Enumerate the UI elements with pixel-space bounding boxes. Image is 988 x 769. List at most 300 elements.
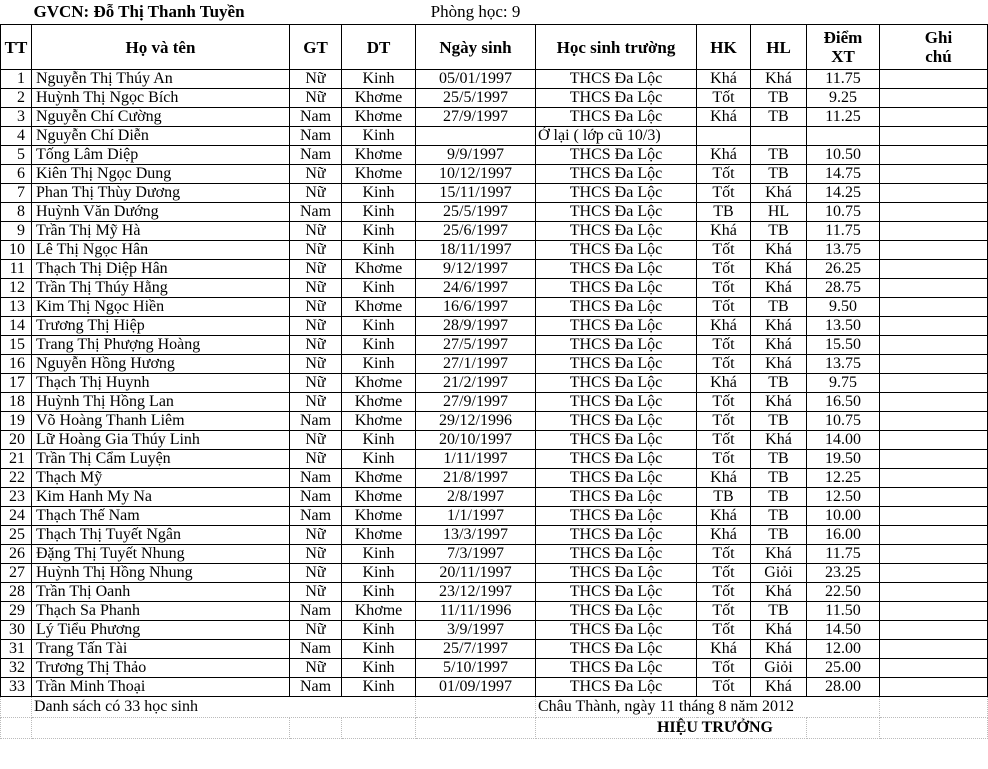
cell-tt: 14 — [1, 317, 32, 336]
table-row — [1, 184, 988, 203]
cell-tt: 3 — [1, 108, 32, 127]
cell-score: 25.00 — [807, 659, 880, 678]
cell-academic: TB — [751, 602, 807, 621]
cell-school: THCS Đa Lộc — [536, 89, 697, 108]
cell-dob: 1/11/1997 — [416, 450, 536, 469]
table-row — [1, 602, 988, 621]
cell-name: Lý Tiểu Phương — [32, 621, 290, 640]
cell-tt: 8 — [1, 203, 32, 222]
cell-gender: Nữ — [290, 336, 342, 355]
cell-note — [880, 526, 988, 545]
cell-school: THCS Đa Lộc — [536, 165, 697, 184]
table-row — [1, 583, 988, 602]
teacher-name: GVCN: Đỗ Thị Thanh Tuyền — [33, 2, 245, 21]
cell-gender: Nữ — [290, 621, 342, 640]
cell-dob: 3/9/1997 — [416, 621, 536, 640]
cell-academic: Khá — [751, 393, 807, 412]
cell-school: THCS Đa Lộc — [536, 317, 697, 336]
cell-name: Nguyễn Chí Cường — [32, 108, 290, 127]
cell-gender: Nữ — [290, 355, 342, 374]
cell-tt: 33 — [1, 678, 32, 697]
cell-score: 22.50 — [807, 583, 880, 602]
table-row — [1, 241, 988, 260]
cell-score: 9.75 — [807, 374, 880, 393]
cell-name: Thạch Thị Tuyết Ngân — [32, 526, 290, 545]
cell-academic: TB — [751, 469, 807, 488]
cell-tt: 16 — [1, 355, 32, 374]
cell-conduct: Khá — [697, 222, 751, 241]
cell-conduct: Tốt — [697, 659, 751, 678]
cell-school: THCS Đa Lộc — [536, 450, 697, 469]
col-name: Họ và tên — [32, 25, 290, 70]
cell-note — [880, 583, 988, 602]
cell-conduct: Tốt — [697, 260, 751, 279]
cell-dob: 21/8/1997 — [416, 469, 536, 488]
cell-dob: 28/9/1997 — [416, 317, 536, 336]
cell-school: THCS Đa Lộc — [536, 108, 697, 127]
cell-note — [880, 621, 988, 640]
cell-academic: Giỏi — [751, 659, 807, 678]
cell-conduct: Tốt — [697, 336, 751, 355]
cell-gender: Nam — [290, 678, 342, 697]
cell-ethnicity: Kinh — [342, 222, 416, 241]
cell-name: Tống Lâm Diệp — [32, 146, 290, 165]
cell-gender: Nam — [290, 412, 342, 431]
cell-note — [880, 488, 988, 507]
cell-conduct: Khá — [697, 640, 751, 659]
cell-academic — [751, 127, 807, 146]
cell-name: Huỳnh Thị Ngọc Bích — [32, 89, 290, 108]
cell-tt: 23 — [1, 488, 32, 507]
cell-dob: 13/3/1997 — [416, 526, 536, 545]
cell-note — [880, 374, 988, 393]
cell-tt: 20 — [1, 431, 32, 450]
cell-dob: 27/9/1997 — [416, 393, 536, 412]
cell-dob: 05/01/1997 — [416, 70, 536, 89]
cell-school: THCS Đa Lộc — [536, 431, 697, 450]
cell-school: THCS Đa Lộc — [536, 526, 697, 545]
cell-school: THCS Đa Lộc — [536, 412, 697, 431]
cell-conduct: Tốt — [697, 241, 751, 260]
cell-note — [880, 89, 988, 108]
cell-dob: 25/5/1997 — [416, 89, 536, 108]
table-row — [1, 108, 988, 127]
cell-name: Trần Thị Oanh — [32, 583, 290, 602]
cell-score: 10.75 — [807, 412, 880, 431]
cell-tt: 9 — [1, 222, 32, 241]
cell-score: 14.50 — [807, 621, 880, 640]
cell-score: 10.75 — [807, 203, 880, 222]
cell-gender: Nữ — [290, 184, 342, 203]
cell-conduct: Khá — [697, 507, 751, 526]
cell-conduct: Khá — [697, 317, 751, 336]
cell-note — [880, 108, 988, 127]
cell-academic: TB — [751, 146, 807, 165]
cell-academic: Khá — [751, 621, 807, 640]
cell-name: Trang Tấn Tài — [32, 640, 290, 659]
cell-school: THCS Đa Lộc — [536, 146, 697, 165]
cell-academic: HL — [751, 203, 807, 222]
table-row — [1, 621, 988, 640]
cell-conduct: Tốt — [697, 279, 751, 298]
cell-school: THCS Đa Lộc — [536, 70, 697, 89]
cell-ethnicity: Khơme — [342, 108, 416, 127]
cell-note — [880, 412, 988, 431]
cell-tt: 32 — [1, 659, 32, 678]
cell-note — [880, 222, 988, 241]
cell-tt: 13 — [1, 298, 32, 317]
table-row — [1, 431, 988, 450]
cell-dob: 15/11/1997 — [416, 184, 536, 203]
sheet-header-row — [1, 0, 988, 25]
cell-name: Huỳnh Thị Hồng Lan — [32, 393, 290, 412]
col-score: Điểm XT — [807, 25, 880, 70]
cell-school: THCS Đa Lộc — [536, 241, 697, 260]
cell-conduct: Tốt — [697, 89, 751, 108]
cell-dob: 01/09/1997 — [416, 678, 536, 697]
cell-gender: Nữ — [290, 393, 342, 412]
table-row — [1, 70, 988, 89]
table-row — [1, 412, 988, 431]
cell-gender: Nam — [290, 203, 342, 222]
cell-note — [880, 602, 988, 621]
cell-dob: 1/1/1997 — [416, 507, 536, 526]
cell-name: Kiên Thị Ngọc Dung — [32, 165, 290, 184]
cell-school: THCS Đa Lộc — [536, 203, 697, 222]
cell-name: Lê Thị Ngọc Hân — [32, 241, 290, 260]
cell-conduct: Tốt — [697, 450, 751, 469]
cell-conduct: Tốt — [697, 621, 751, 640]
cell-academic: Khá — [751, 184, 807, 203]
cell-dob: 7/3/1997 — [416, 545, 536, 564]
cell-dob: 2/8/1997 — [416, 488, 536, 507]
cell-name: Huỳnh Văn Dướng — [32, 203, 290, 222]
cell-name: Phan Thị Thùy Dương — [32, 184, 290, 203]
cell-dob: 24/6/1997 — [416, 279, 536, 298]
cell-academic: TB — [751, 412, 807, 431]
cell-ethnicity: Kinh — [342, 564, 416, 583]
cell-name: Huỳnh Thị Hồng Nhung — [32, 564, 290, 583]
cell-school: THCS Đa Lộc — [536, 374, 697, 393]
cell-tt: 26 — [1, 545, 32, 564]
cell-dob: 25/5/1997 — [416, 203, 536, 222]
cell-gender: Nữ — [290, 70, 342, 89]
table-row — [1, 488, 988, 507]
cell-score: 19.50 — [807, 450, 880, 469]
cell-tt: 22 — [1, 469, 32, 488]
cell-gender: Nữ — [290, 374, 342, 393]
cell-school: THCS Đa Lộc — [536, 469, 697, 488]
cell-ethnicity: Kinh — [342, 127, 416, 146]
cell-note — [880, 146, 988, 165]
cell-dob: 27/1/1997 — [416, 355, 536, 374]
cell-note — [880, 355, 988, 374]
cell-academic: TB — [751, 450, 807, 469]
cell-school: THCS Đa Lộc — [536, 621, 697, 640]
col-conduct: HK — [697, 25, 751, 70]
cell-ethnicity: Kinh — [342, 431, 416, 450]
cell-name: Trương Thị Thảo — [32, 659, 290, 678]
cell-conduct: TB — [697, 488, 751, 507]
cell-tt: 10 — [1, 241, 32, 260]
cell-gender: Nam — [290, 108, 342, 127]
cell-tt: 18 — [1, 393, 32, 412]
cell-academic: TB — [751, 89, 807, 108]
cell-ethnicity: Khơme — [342, 393, 416, 412]
col-note: Ghi chú — [880, 25, 988, 70]
cell-gender: Nữ — [290, 89, 342, 108]
cell-ethnicity: Kinh — [342, 336, 416, 355]
cell-gender: Nam — [290, 146, 342, 165]
cell-ethnicity: Khơme — [342, 412, 416, 431]
cell-dob: 27/5/1997 — [416, 336, 536, 355]
cell-conduct: Tốt — [697, 678, 751, 697]
cell-score: 10.00 — [807, 507, 880, 526]
cell-tt: 5 — [1, 146, 32, 165]
cell-score: 28.00 — [807, 678, 880, 697]
cell-tt: 24 — [1, 507, 32, 526]
cell-name: Kim Thị Ngọc Hiền — [32, 298, 290, 317]
cell-name: Thạch Thị Huynh — [32, 374, 290, 393]
cell-school: THCS Đa Lộc — [536, 488, 697, 507]
cell-school: THCS Đa Lộc — [536, 260, 697, 279]
cell-ethnicity: Kinh — [342, 659, 416, 678]
cell-dob: 11/11/1996 — [416, 602, 536, 621]
cell-score: 9.25 — [807, 89, 880, 108]
cell-academic: TB — [751, 165, 807, 184]
col-school: Học sinh trường — [536, 25, 697, 70]
table-row — [1, 298, 988, 317]
cell-name: Nguyễn Hồng Hương — [32, 355, 290, 374]
cell-ethnicity: Khơme — [342, 165, 416, 184]
cell-name: Trần Minh Thoại — [32, 678, 290, 697]
cell-note — [880, 260, 988, 279]
cell-ethnicity: Kinh — [342, 450, 416, 469]
cell-score: 13.75 — [807, 355, 880, 374]
cell-note — [880, 659, 988, 678]
table-row — [1, 260, 988, 279]
cell-name: Trần Thị Thúy Hằng — [32, 279, 290, 298]
cell-name: Thạch Thế Nam — [32, 507, 290, 526]
cell-academic: TB — [751, 526, 807, 545]
student-count: Danh sách có 33 học sinh — [32, 697, 416, 718]
cell-conduct — [697, 127, 751, 146]
cell-gender: Nữ — [290, 431, 342, 450]
table-row — [1, 507, 988, 526]
cell-gender: Nữ — [290, 564, 342, 583]
cell-ethnicity: Khơme — [342, 507, 416, 526]
cell-school: THCS Đa Lộc — [536, 336, 697, 355]
room-label: Phòng học: 9 — [430, 2, 521, 21]
cell-note — [880, 317, 988, 336]
cell-school: THCS Đa Lộc — [536, 507, 697, 526]
table-row — [1, 564, 988, 583]
cell-academic: TB — [751, 374, 807, 393]
col-academic: HL — [751, 25, 807, 70]
cell-ethnicity: Kinh — [342, 70, 416, 89]
cell-ethnicity: Kinh — [342, 241, 416, 260]
cell-dob: 10/12/1997 — [416, 165, 536, 184]
cell-conduct: Tốt — [697, 184, 751, 203]
cell-score: 28.75 — [807, 279, 880, 298]
table-row — [1, 203, 988, 222]
cell-score: 11.75 — [807, 545, 880, 564]
cell-dob: 16/6/1997 — [416, 298, 536, 317]
cell-note — [880, 393, 988, 412]
cell-ethnicity: Khơme — [342, 526, 416, 545]
cell-conduct: Tốt — [697, 431, 751, 450]
cell-academic: Khá — [751, 545, 807, 564]
cell-gender: Nữ — [290, 241, 342, 260]
cell-ethnicity: Khơme — [342, 260, 416, 279]
cell-name: Nguyễn Thị Thúy An — [32, 70, 290, 89]
col-gender: GT — [290, 25, 342, 70]
cell-ethnicity: Khơme — [342, 374, 416, 393]
cell-ethnicity: Kinh — [342, 355, 416, 374]
cell-note — [880, 507, 988, 526]
cell-score: 14.25 — [807, 184, 880, 203]
cell-score: 16.00 — [807, 526, 880, 545]
cell-tt: 28 — [1, 583, 32, 602]
cell-score: 11.75 — [807, 70, 880, 89]
cell-school: THCS Đa Lộc — [536, 602, 697, 621]
cell-name: Trang Thị Phượng Hoàng — [32, 336, 290, 355]
cell-conduct: Tốt — [697, 412, 751, 431]
cell-note — [880, 678, 988, 697]
cell-tt: 12 — [1, 279, 32, 298]
cell-name: Trần Thị Mỹ Hà — [32, 222, 290, 241]
cell-school: Ở lại ( lớp cũ 10/3) — [536, 127, 697, 146]
cell-conduct: Khá — [697, 146, 751, 165]
cell-academic: Giỏi — [751, 564, 807, 583]
cell-note — [880, 70, 988, 89]
cell-score: 14.75 — [807, 165, 880, 184]
cell-academic: Khá — [751, 279, 807, 298]
cell-ethnicity: Khơme — [342, 146, 416, 165]
cell-gender: Nữ — [290, 222, 342, 241]
cell-ethnicity: Kinh — [342, 678, 416, 697]
cell-gender: Nữ — [290, 545, 342, 564]
table-row — [1, 127, 988, 146]
cell-dob: 20/11/1997 — [416, 564, 536, 583]
cell-academic: Khá — [751, 431, 807, 450]
cell-dob: 27/9/1997 — [416, 108, 536, 127]
cell-gender: Nam — [290, 488, 342, 507]
table-row — [1, 317, 988, 336]
footer-row — [1, 697, 988, 718]
cell-conduct: Tốt — [697, 165, 751, 184]
cell-academic: Khá — [751, 583, 807, 602]
table-row — [1, 146, 988, 165]
table-row — [1, 526, 988, 545]
cell-score: 13.50 — [807, 317, 880, 336]
signature-row — [1, 718, 988, 739]
cell-dob: 29/12/1996 — [416, 412, 536, 431]
cell-ethnicity: Kinh — [342, 184, 416, 203]
cell-note — [880, 431, 988, 450]
signing-date: Châu Thành, ngày 11 tháng 8 năm 2012 — [536, 697, 880, 718]
cell-academic: Khá — [751, 355, 807, 374]
cell-note — [880, 279, 988, 298]
cell-name: Kim Hanh My Na — [32, 488, 290, 507]
cell-gender: Nam — [290, 469, 342, 488]
cell-academic: Khá — [751, 317, 807, 336]
cell-academic: Khá — [751, 336, 807, 355]
cell-conduct: Tốt — [697, 602, 751, 621]
cell-academic: TB — [751, 507, 807, 526]
cell-dob: 25/7/1997 — [416, 640, 536, 659]
table-row — [1, 89, 988, 108]
cell-gender: Nữ — [290, 659, 342, 678]
cell-score: 12.50 — [807, 488, 880, 507]
cell-academic: Khá — [751, 640, 807, 659]
cell-gender: Nữ — [290, 165, 342, 184]
cell-school: THCS Đa Lộc — [536, 184, 697, 203]
cell-tt: 21 — [1, 450, 32, 469]
cell-gender: Nam — [290, 640, 342, 659]
cell-dob: 9/9/1997 — [416, 146, 536, 165]
cell-tt: 11 — [1, 260, 32, 279]
cell-score: 12.25 — [807, 469, 880, 488]
cell-note — [880, 450, 988, 469]
cell-dob: 5/10/1997 — [416, 659, 536, 678]
cell-name: Trần Thị Cẩm Luyện — [32, 450, 290, 469]
cell-dob: 9/12/1997 — [416, 260, 536, 279]
cell-gender: Nữ — [290, 526, 342, 545]
cell-school: THCS Đa Lộc — [536, 640, 697, 659]
cell-tt: 15 — [1, 336, 32, 355]
column-header-row — [1, 25, 988, 70]
principal-title: HIỆU TRƯỞNG — [536, 718, 807, 739]
cell-score: 13.75 — [807, 241, 880, 260]
cell-note — [880, 184, 988, 203]
cell-note — [880, 127, 988, 146]
cell-tt: 2 — [1, 89, 32, 108]
cell-name: Nguyễn Chí Diễn — [32, 127, 290, 146]
cell-name: Võ Hoàng Thanh Liêm — [32, 412, 290, 431]
cell-note — [880, 203, 988, 222]
cell-school: THCS Đa Lộc — [536, 564, 697, 583]
cell-school: THCS Đa Lộc — [536, 659, 697, 678]
cell-gender: Nam — [290, 602, 342, 621]
cell-school: THCS Đa Lộc — [536, 678, 697, 697]
cell-note — [880, 545, 988, 564]
cell-school: THCS Đa Lộc — [536, 545, 697, 564]
cell-dob: 23/12/1997 — [416, 583, 536, 602]
table-row — [1, 545, 988, 564]
cell-academic: TB — [751, 222, 807, 241]
cell-tt: 7 — [1, 184, 32, 203]
cell-name: Trương Thị Hiệp — [32, 317, 290, 336]
cell-tt: 27 — [1, 564, 32, 583]
col-ethnicity: DT — [342, 25, 416, 70]
cell-tt: 4 — [1, 127, 32, 146]
cell-name: Thạch Sa Phanh — [32, 602, 290, 621]
table-row — [1, 165, 988, 184]
cell-gender: Nam — [290, 127, 342, 146]
cell-academic: Khá — [751, 260, 807, 279]
cell-conduct: Khá — [697, 70, 751, 89]
cell-ethnicity: Khơme — [342, 488, 416, 507]
cell-conduct: Khá — [697, 469, 751, 488]
cell-gender: Nữ — [290, 260, 342, 279]
cell-academic: TB — [751, 108, 807, 127]
cell-score: 11.25 — [807, 108, 880, 127]
cell-gender: Nữ — [290, 450, 342, 469]
cell-dob: 18/11/1997 — [416, 241, 536, 260]
cell-score: 26.25 — [807, 260, 880, 279]
cell-ethnicity: Kinh — [342, 317, 416, 336]
